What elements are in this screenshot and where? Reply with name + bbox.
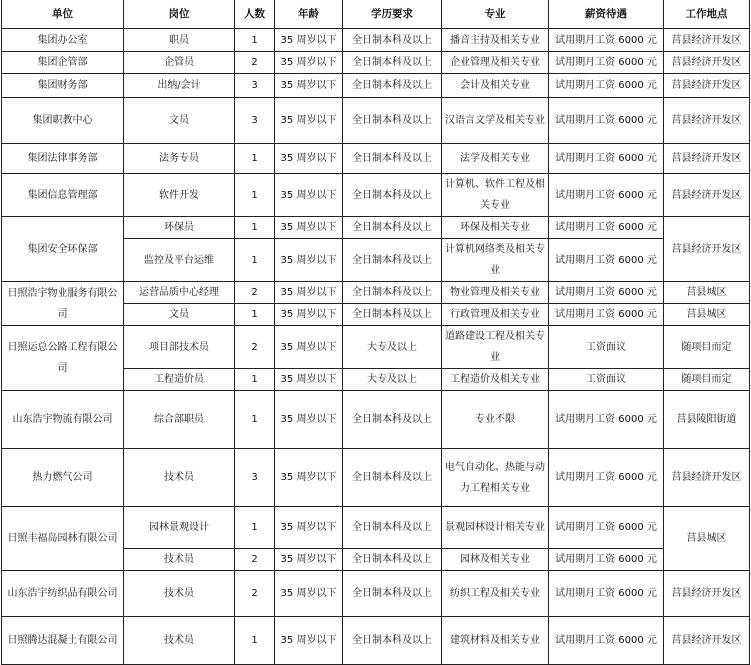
major-cell: 电气自动化、热能与动力工程相关专业 [442, 449, 549, 507]
location-cell: 莒县经济开发区 [664, 144, 750, 174]
post-cell: 文员 [124, 98, 235, 144]
header-unit: 单位 [2, 0, 124, 29]
count-cell: 2 [235, 571, 275, 617]
location-cell: 莒县城区 [664, 304, 750, 326]
major-cell: 景观园林设计相关专业 [442, 507, 549, 549]
salary-cell: 试用期月工资 6000 元 [549, 549, 664, 571]
age-cell: 35 周岁以下 [275, 617, 343, 665]
table-row [2, 29, 750, 52]
header-age: 年龄 [275, 0, 343, 29]
unit-cell: 集团信息管理部 [2, 174, 124, 217]
location-cell: 莒县经济开发区 [664, 449, 750, 507]
education-cell: 全日制本科及以上 [343, 74, 442, 98]
location-cell: 莒县陵阳街道 [664, 391, 750, 449]
major-cell: 行政管理及相关专业 [442, 304, 549, 326]
table-row [2, 617, 750, 665]
unit-cell: 集团企管部 [2, 52, 124, 74]
table-row [2, 52, 750, 74]
major-cell: 法学及相关专业 [442, 144, 549, 174]
location-cell: 莒县经济开发区 [664, 174, 750, 217]
age-cell: 35 周岁以下 [275, 217, 343, 239]
salary-cell: 试用期月工资 6000 元 [549, 98, 664, 144]
education-cell: 全日制本科及以上 [343, 217, 442, 239]
age-cell: 35 周岁以下 [275, 174, 343, 217]
salary-cell: 试用期月工资 6000 元 [549, 304, 664, 326]
education-cell: 全日制本科及以上 [343, 571, 442, 617]
post-cell: 出纳/会计 [124, 74, 235, 98]
count-cell: 2 [235, 52, 275, 74]
table-row [2, 217, 750, 239]
table-row [2, 507, 750, 549]
age-cell: 35 周岁以下 [275, 369, 343, 391]
age-cell: 35 周岁以下 [275, 98, 343, 144]
age-cell: 35 周岁以下 [275, 326, 343, 369]
header-row [2, 0, 750, 29]
major-cell: 道路建设工程及相关专业 [442, 326, 549, 369]
unit-cell: 日照腾达混凝土有限公司 [2, 617, 124, 665]
major-cell: 工程造价及相关专业 [442, 369, 549, 391]
age-cell: 35 周岁以下 [275, 571, 343, 617]
count-cell: 1 [235, 239, 275, 282]
age-cell: 35 周岁以下 [275, 52, 343, 74]
location-cell: 莒县经济开发区 [664, 74, 750, 98]
education-cell: 全日制本科及以上 [343, 98, 442, 144]
major-cell: 建筑材料及相关专业 [442, 617, 549, 665]
unit-cell: 山东浩宇纺织品有限公司 [2, 571, 124, 617]
post-cell: 法务专员 [124, 144, 235, 174]
location-cell: 莒县经济开发区 [664, 29, 750, 52]
age-cell: 35 周岁以下 [275, 282, 343, 304]
count-cell: 1 [235, 144, 275, 174]
salary-cell: 试用期月工资 6000 元 [549, 449, 664, 507]
count-cell: 1 [235, 369, 275, 391]
education-cell: 全日制本科及以上 [343, 282, 442, 304]
post-cell: 企管员 [124, 52, 235, 74]
post-cell: 环保员 [124, 217, 235, 239]
table-row [2, 282, 750, 304]
education-cell: 全日制本科及以上 [343, 549, 442, 571]
major-cell: 园林及相关专业 [442, 549, 549, 571]
count-cell: 2 [235, 549, 275, 571]
location-cell: 莒县经济开发区 [664, 571, 750, 617]
education-cell: 全日制本科及以上 [343, 29, 442, 52]
education-cell: 全日制本科及以上 [343, 391, 442, 449]
salary-cell: 试用期月工资 6000 元 [549, 52, 664, 74]
unit-cell: 集团财务部 [2, 74, 124, 98]
post-cell: 职员 [124, 29, 235, 52]
education-cell: 全日制本科及以上 [343, 174, 442, 217]
major-cell: 专业不限 [442, 391, 549, 449]
education-cell: 全日制本科及以上 [343, 449, 442, 507]
count-cell: 1 [235, 391, 275, 449]
age-cell: 35 周岁以下 [275, 239, 343, 282]
age-cell: 35 周岁以下 [275, 74, 343, 98]
unit-cell: 集团安全环保部 [2, 217, 124, 282]
post-cell: 园林景观设计 [124, 507, 235, 549]
salary-cell: 试用期月工资 6000 元 [549, 174, 664, 217]
header-education: 学历要求 [343, 0, 442, 29]
age-cell: 35 周岁以下 [275, 507, 343, 549]
post-cell: 软件开发 [124, 174, 235, 217]
salary-cell: 试用期月工资 6000 元 [549, 144, 664, 174]
count-cell: 2 [235, 326, 275, 369]
age-cell: 35 周岁以下 [275, 449, 343, 507]
location-cell: 莒县经济开发区 [664, 52, 750, 74]
recruitment-table [1, 0, 750, 665]
salary-cell: 试用期月工资 6000 元 [549, 282, 664, 304]
table-row [2, 174, 750, 217]
location-cell: 莒县城区 [664, 507, 750, 571]
salary-cell: 试用期月工资 6000 元 [549, 571, 664, 617]
major-cell: 企业管理及相关专业 [442, 52, 549, 74]
header-major: 专业 [442, 0, 549, 29]
unit-cell: 日照运总公路工程有限公司 [2, 326, 124, 391]
age-cell: 35 周岁以下 [275, 29, 343, 52]
unit-cell: 集团办公室 [2, 29, 124, 52]
salary-cell: 试用期月工资 6000 元 [549, 507, 664, 549]
major-cell: 环保及相关专业 [442, 217, 549, 239]
count-cell: 2 [235, 282, 275, 304]
header-location: 工作地点 [664, 0, 750, 29]
unit-cell: 集团法律事务部 [2, 144, 124, 174]
salary-cell: 试用期月工资 6000 元 [549, 617, 664, 665]
major-cell: 计算机网络类及相关专业 [442, 239, 549, 282]
count-cell: 1 [235, 217, 275, 239]
header-salary: 薪资待遇 [549, 0, 664, 29]
major-cell: 计算机、软件工程及相关专业 [442, 174, 549, 217]
post-cell: 运营品质中心经理 [124, 282, 235, 304]
education-cell: 全日制本科及以上 [343, 52, 442, 74]
location-cell: 莒县经济开发区 [664, 217, 750, 282]
post-cell: 技术员 [124, 617, 235, 665]
major-cell: 汉语言文学及相关专业 [442, 98, 549, 144]
post-cell: 技术员 [124, 449, 235, 507]
count-cell: 3 [235, 74, 275, 98]
header-count: 人数 [235, 0, 275, 29]
count-cell: 3 [235, 449, 275, 507]
count-cell: 1 [235, 29, 275, 52]
education-cell: 大专及以上 [343, 326, 442, 369]
count-cell: 1 [235, 507, 275, 549]
major-cell: 播音主持及相关专业 [442, 29, 549, 52]
education-cell: 全日制本科及以上 [343, 617, 442, 665]
post-cell: 项目部技术员 [124, 326, 235, 369]
unit-cell: 日照浩宇物业服务有限公司 [2, 282, 124, 326]
table-row [2, 326, 750, 369]
table-row [2, 74, 750, 98]
salary-cell: 试用期月工资 6000 元 [549, 391, 664, 449]
major-cell: 物业管理及相关专业 [442, 282, 549, 304]
location-cell: 莒县城区 [664, 282, 750, 304]
post-cell: 技术员 [124, 571, 235, 617]
unit-cell: 山东浩宇物流有限公司 [2, 391, 124, 449]
header-post: 岗位 [124, 0, 235, 29]
post-cell: 工程造价员 [124, 369, 235, 391]
salary-cell: 试用期月工资 6000 元 [549, 239, 664, 282]
age-cell: 35 周岁以下 [275, 391, 343, 449]
location-cell: 随项目而定 [664, 369, 750, 391]
education-cell: 全日制本科及以上 [343, 304, 442, 326]
education-cell: 大专及以上 [343, 369, 442, 391]
salary-cell: 试用期月工资 6000 元 [549, 74, 664, 98]
salary-cell: 工资面议 [549, 326, 664, 369]
count-cell: 3 [235, 98, 275, 144]
table-row [2, 98, 750, 144]
post-cell: 综合部职员 [124, 391, 235, 449]
post-cell: 技术员 [124, 549, 235, 571]
table-row [2, 391, 750, 449]
table-row [2, 449, 750, 507]
location-cell: 随项目而定 [664, 326, 750, 369]
unit-cell: 日照丰福岛园林有限公司 [2, 507, 124, 571]
post-cell: 监控及平台运维 [124, 239, 235, 282]
post-cell: 文员 [124, 304, 235, 326]
education-cell: 全日制本科及以上 [343, 144, 442, 174]
salary-cell: 工资面议 [549, 369, 664, 391]
unit-cell: 集团职教中心 [2, 98, 124, 144]
unit-cell: 热力燃气公司 [2, 449, 124, 507]
major-cell: 纺织工程及相关专业 [442, 571, 549, 617]
age-cell: 35 周岁以下 [275, 304, 343, 326]
salary-cell: 试用期月工资 6000 元 [549, 217, 664, 239]
table-row [2, 571, 750, 617]
table-row [2, 144, 750, 174]
age-cell: 35 周岁以下 [275, 549, 343, 571]
location-cell: 莒县经济开发区 [664, 98, 750, 144]
age-cell: 35 周岁以下 [275, 144, 343, 174]
salary-cell: 试用期月工资 6000 元 [549, 29, 664, 52]
count-cell: 1 [235, 617, 275, 665]
count-cell: 1 [235, 304, 275, 326]
major-cell: 会计及相关专业 [442, 74, 549, 98]
education-cell: 全日制本科及以上 [343, 507, 442, 549]
location-cell: 莒县经济开发区 [664, 617, 750, 665]
count-cell: 1 [235, 174, 275, 217]
education-cell: 全日制本科及以上 [343, 239, 442, 282]
